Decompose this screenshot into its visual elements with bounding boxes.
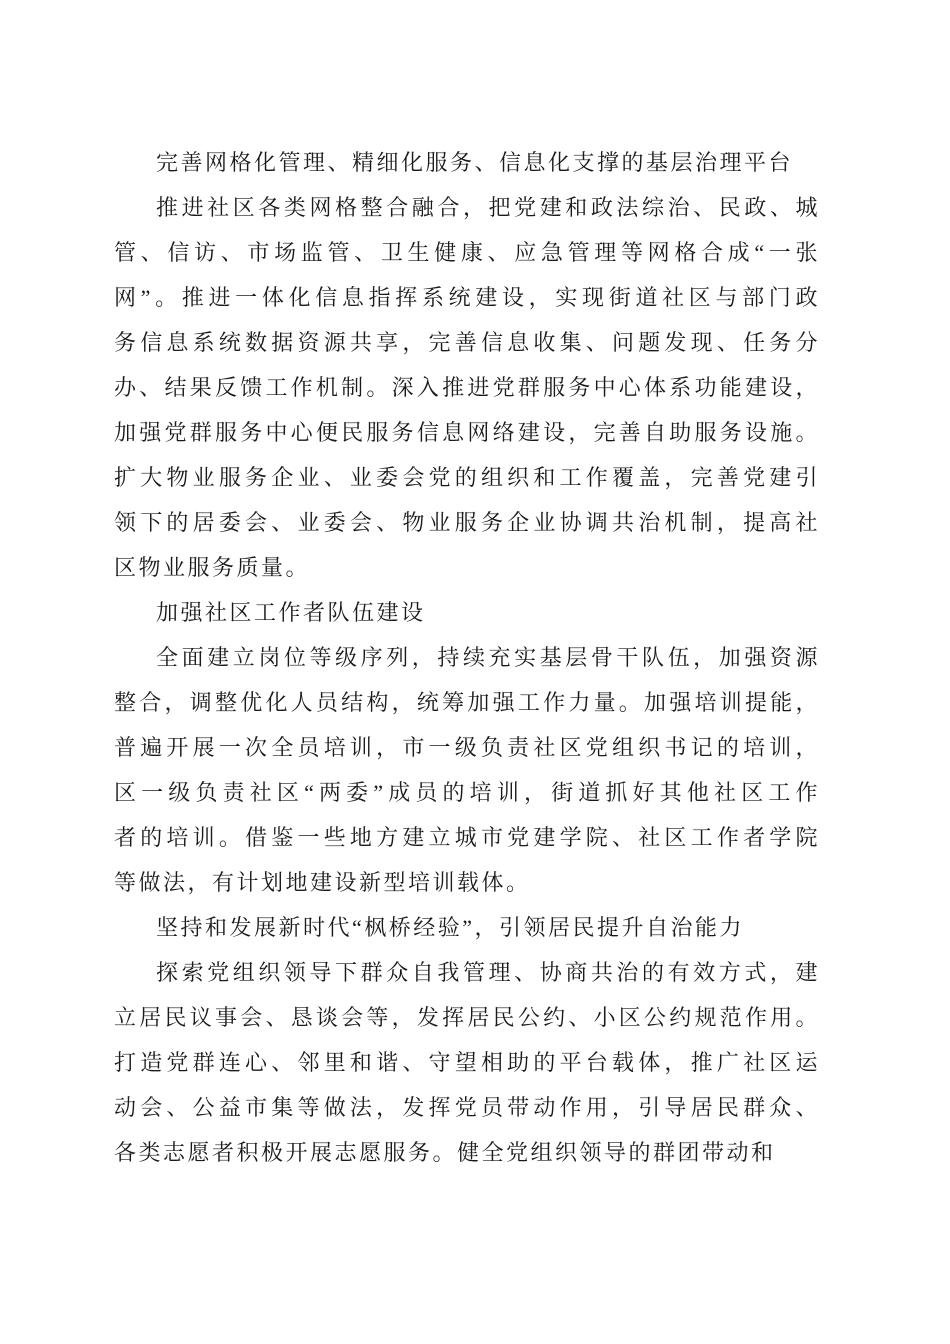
body-line: 区物业服务质量。 [114,555,311,580]
body-line: 网”。推进一体化信息指挥系统建设，实现街道社区与部门政 [114,285,820,310]
body-line: 推进社区各类网格整合融合，把党建和政法综治、民政、城 [156,195,820,220]
body-line: 加强党群服务中心便民服务信息网络建设，完善自助服务设施。 [114,420,820,445]
body-line: 打造党群连心、邻里和谐、守望相助的平台载体，推广社区运 [114,1050,820,1075]
body-line: 区一级负责社区“两委”成员的培训，街道抓好其他社区工作 [114,780,820,805]
body-line: 务信息系统数据资源共享，完善信息收集、问题发现、任务分 [114,330,820,355]
body-line: 全面建立岗位等级序列，持续充实基层骨干队伍，加强资源 [156,645,820,670]
body-line: 等做法，有计划地建设新型培训载体。 [114,870,531,895]
body-line: 各类志愿者积极开展志愿服务。健全党组织领导的群团带动和 [114,1140,776,1165]
document-body[interactable] [114,140,820,1175]
body-line: 者的培训。借鉴一些地方建立城市党建学院、社区工作者学院 [114,825,820,850]
heading-line: 坚持和发展新时代“枫桥经验”，引领居民提升自治能力 [156,915,745,940]
body-line: 探索党组织领导下群众自我管理、协商共治的有效方式，建 [156,960,820,985]
body-line: 办、结果反馈工作机制。深入推进党群服务中心体系功能建设， [114,375,820,400]
body-line: 管、信访、市场监管、卫生健康、应急管理等网格合成“一张 [114,240,820,265]
body-line: 动会、公益市集等做法，发挥党员带动作用，引导居民群众、 [114,1095,820,1120]
body-line: 立居民议事会、恳谈会等，发挥居民公约、小区公约规范作用。 [114,1005,820,1030]
body-line: 普遍开展一次全员培训，市一级负责社区党组织书记的培训， [114,735,820,760]
body-line: 扩大物业服务企业、业委会党的组织和工作覆盖，完善党建引 [114,465,820,490]
heading-line: 加强社区工作者队伍建设 [156,600,426,625]
body-line: 领下的居委会、业委会、物业服务企业协调共治机制，提高社 [114,510,820,535]
heading-line: 完善网格化管理、精细化服务、信息化支撑的基层治理平台 [156,150,794,175]
body-line: 整合，调整优化人员结构，统筹加强工作力量。加强培训提能， [114,690,820,715]
